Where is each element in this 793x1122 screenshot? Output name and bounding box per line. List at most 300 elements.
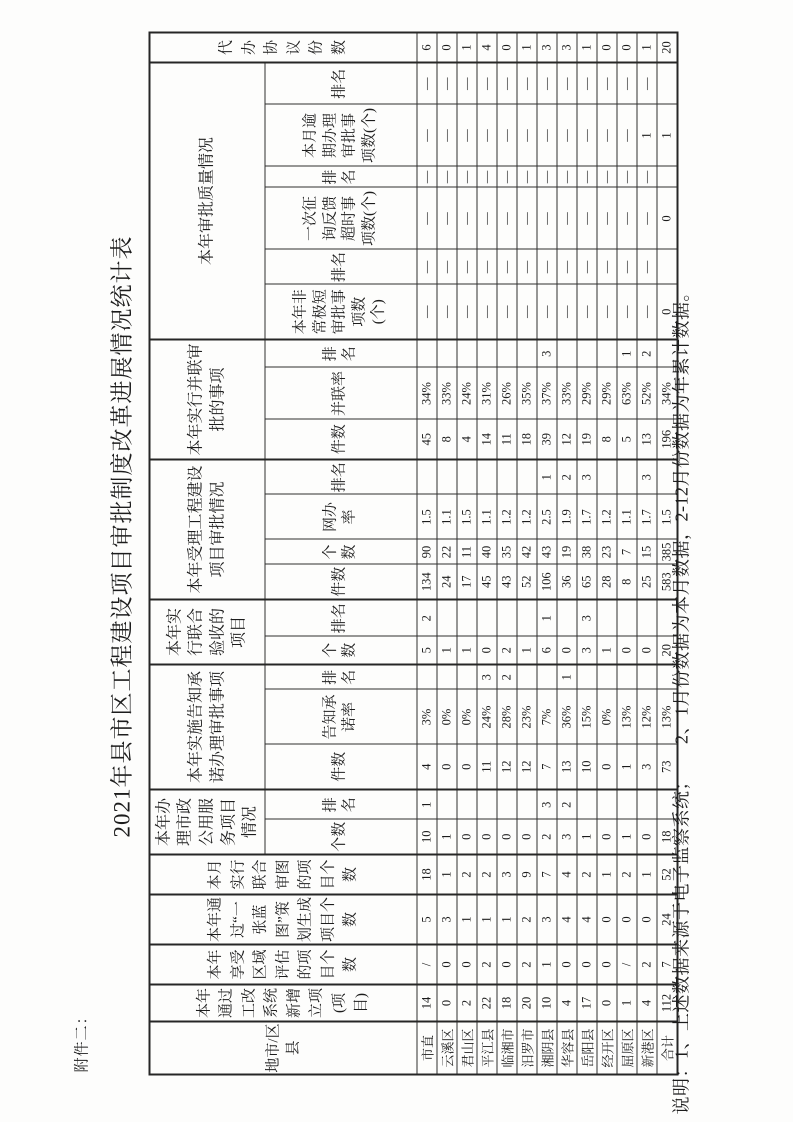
data-cell: — (456, 284, 476, 339)
data-cell: 1.7 (576, 494, 596, 539)
col-header: 本年享受区域评估的项目个数 (149, 944, 416, 984)
data-cell: — (596, 187, 616, 249)
data-cell: 2 (416, 599, 436, 636)
col-header: 本年通过工改系统新增立项(项目) (149, 984, 416, 1021)
data-cell: 22 (476, 984, 496, 1021)
data-cell: 0% (596, 689, 616, 744)
data-cell: 73 (656, 744, 677, 789)
data-cell: 90 (416, 539, 436, 564)
data-cell: — (616, 187, 636, 249)
data-cell: 8 (436, 419, 456, 459)
row-header: 屈原区 (616, 1021, 636, 1074)
data-cell: — (436, 187, 456, 249)
data-cell: 40 (476, 539, 496, 564)
data-cell: 0 (496, 819, 516, 854)
note-text: 说明：1、上述数据来源于电子监察系统； 2、1月份数据为本月数据，2-12月份数据为年累计数据。 (671, 282, 691, 1114)
data-cell: 0 (576, 944, 596, 984)
data-cell: — (516, 249, 536, 284)
data-cell (456, 789, 476, 819)
col-group-header: 本年办理市政公用服务项目情况 (149, 789, 264, 854)
data-cell: 34% (656, 367, 677, 419)
col-sub-header: 并联率 (264, 367, 416, 419)
data-cell: 1 (636, 854, 656, 894)
data-cell: 1.2 (596, 494, 616, 539)
data-cell (656, 249, 677, 284)
row-header: 临湘市 (496, 1021, 516, 1074)
data-cell (616, 599, 636, 636)
data-cell: — (496, 187, 516, 249)
col-sub-header: 件数 (264, 564, 416, 599)
data-cell: 1 (476, 894, 496, 944)
col-sub-header: 排名 (264, 339, 416, 367)
data-cell: 0 (656, 284, 677, 339)
data-cell: — (516, 284, 536, 339)
data-cell: 63% (616, 367, 636, 419)
data-cell: — (456, 166, 476, 187)
data-cell: 24 (436, 564, 456, 599)
data-cell: 2 (556, 789, 576, 819)
data-cell (636, 664, 656, 689)
data-cell (416, 339, 436, 367)
data-cell: 0 (596, 984, 616, 1021)
data-cell: 52 (516, 564, 536, 599)
data-cell: 1 (576, 32, 596, 62)
data-cell: — (496, 62, 516, 104)
data-cell: 15% (576, 689, 596, 744)
data-cell: 1 (436, 854, 456, 894)
table-row (516, 32, 536, 1074)
corner-header: 地市/区县 (149, 1021, 416, 1074)
col-group-header: 本年受理工程建设项目审批情况 (149, 459, 264, 599)
data-cell: — (516, 62, 536, 104)
data-cell: 0 (456, 944, 476, 984)
col-sub-header: 排名 (264, 664, 416, 689)
data-cell: 18 (496, 984, 516, 1021)
data-cell: 2 (556, 459, 576, 494)
row-header: 君山区 (456, 1021, 476, 1074)
data-cell: 20 (516, 984, 536, 1021)
data-cell: 1.2 (496, 494, 516, 539)
data-cell: — (416, 166, 436, 187)
data-cell: 8 (596, 419, 616, 459)
data-cell: — (576, 62, 596, 104)
table-row (496, 32, 516, 1074)
col-group-header: 本年实行并联审批的事项 (149, 339, 264, 459)
col-sub-header: 件数 (264, 419, 416, 459)
data-cell: — (536, 249, 556, 284)
data-cell: 22 (436, 539, 456, 564)
data-cell: — (536, 166, 556, 187)
data-cell: 0 (476, 819, 496, 854)
data-cell: 0 (436, 744, 456, 789)
table-row (456, 32, 476, 1074)
data-cell: — (576, 166, 596, 187)
data-cell: 17 (576, 984, 596, 1021)
data-cell: 0 (516, 819, 536, 854)
data-cell: 0 (656, 187, 677, 249)
data-cell: — (636, 187, 656, 249)
col-header: 本年通过“一张蓝图”策划生成项目个数 (149, 894, 416, 944)
data-cell: 1 (536, 944, 556, 984)
data-cell: 38 (576, 539, 596, 564)
data-cell (576, 664, 596, 689)
data-cell: 1 (416, 789, 436, 819)
data-cell: 4 (556, 894, 576, 944)
data-cell: — (416, 284, 436, 339)
data-cell: 14 (416, 984, 436, 1021)
data-cell: — (616, 104, 636, 166)
data-cell: 0 (616, 32, 636, 62)
data-cell (636, 599, 656, 636)
data-cell: 1 (616, 339, 636, 367)
data-cell: 37% (536, 367, 556, 419)
table-row (596, 32, 616, 1074)
data-cell: — (516, 104, 536, 166)
table-row (616, 32, 636, 1074)
table-row (416, 32, 436, 1074)
data-cell: 2 (496, 664, 516, 689)
data-cell: 2 (516, 894, 536, 944)
col-group-header: 本年实施告知承诺办理审批事项 (149, 664, 264, 789)
data-cell: — (636, 62, 656, 104)
data-cell: 36 (556, 564, 576, 599)
data-cell: 0 (596, 944, 616, 984)
row-header: 平江县 (476, 1021, 496, 1074)
data-cell (576, 339, 596, 367)
data-cell: — (556, 104, 576, 166)
data-cell: 1 (596, 854, 616, 894)
data-cell: 3 (536, 894, 556, 944)
data-cell: — (416, 62, 436, 104)
data-cell (556, 339, 576, 367)
data-cell: — (496, 104, 516, 166)
data-cell: — (576, 187, 596, 249)
data-cell: 52 (656, 854, 677, 894)
data-cell (636, 789, 656, 819)
data-cell (476, 339, 496, 367)
row-header: 合计 (656, 1021, 677, 1074)
table-row (476, 32, 496, 1074)
data-cell (616, 459, 636, 494)
data-cell (476, 459, 496, 494)
data-cell: 1 (436, 819, 456, 854)
data-cell: 0 (456, 819, 476, 854)
data-cell: 1 (456, 894, 476, 944)
col-sub-header: 告知承诺率 (264, 689, 416, 744)
data-cell: 29% (596, 367, 616, 419)
data-cell: 26% (496, 367, 516, 419)
col-sub-header: 排名 (264, 789, 416, 819)
data-cell: 6 (416, 32, 436, 62)
data-cell: — (516, 187, 536, 249)
data-cell: 11 (456, 539, 476, 564)
data-cell: 35 (496, 539, 516, 564)
data-cell: — (576, 284, 596, 339)
table-row (556, 32, 576, 1074)
data-cell: 7 (616, 539, 636, 564)
data-cell: 106 (536, 564, 556, 599)
data-cell: 36% (556, 689, 576, 744)
data-cell: 3 (536, 339, 556, 367)
data-cell: — (496, 166, 516, 187)
data-cell: 385 (656, 539, 677, 564)
data-cell: 1.2 (516, 494, 536, 539)
data-cell: — (536, 104, 556, 166)
data-cell (656, 62, 677, 104)
data-cell (496, 339, 516, 367)
data-cell: — (476, 62, 496, 104)
data-cell: 1 (616, 984, 636, 1021)
data-cell: 19 (576, 419, 596, 459)
data-cell: 1 (596, 636, 616, 664)
col-group-header: 本年审批质量情况 (149, 62, 264, 339)
data-cell: 12 (496, 744, 516, 789)
data-cell: 24 (656, 894, 677, 944)
data-cell: 7 (536, 744, 556, 789)
data-cell: — (616, 62, 636, 104)
row-header: 市直 (416, 1021, 436, 1074)
data-cell: 1 (536, 599, 556, 636)
data-cell (496, 789, 516, 819)
data-cell: 18 (516, 419, 536, 459)
data-cell: 23 (596, 539, 616, 564)
data-cell: 13% (656, 689, 677, 744)
data-cell: 1 (536, 459, 556, 494)
data-cell: 7 (536, 854, 556, 894)
data-cell: 4 (556, 984, 576, 1021)
data-cell: 0 (436, 32, 456, 62)
data-cell: 20 (656, 636, 677, 664)
data-cell: — (476, 166, 496, 187)
attachment-label: 附件二： (74, 1007, 90, 1072)
data-cell: — (636, 249, 656, 284)
data-cell: — (636, 166, 656, 187)
data-cell: — (436, 249, 456, 284)
data-cell (616, 789, 636, 819)
data-cell: — (576, 104, 596, 166)
data-cell: — (416, 187, 436, 249)
data-cell (436, 789, 456, 819)
data-cell: 3 (636, 744, 656, 789)
data-cell: 1 (576, 819, 596, 854)
data-cell: 2 (476, 944, 496, 984)
data-cell: 13 (556, 744, 576, 789)
col-sub-header: 排名 (264, 62, 416, 104)
data-cell: — (516, 166, 536, 187)
data-cell: 0% (456, 689, 476, 744)
col-sub-header: 排名 (264, 249, 416, 284)
data-cell: 11 (476, 744, 496, 789)
col-sub-header: 个数 (264, 636, 416, 664)
table-row (436, 32, 456, 1074)
data-cell: 10 (536, 984, 556, 1021)
data-cell (496, 459, 516, 494)
data-cell: 3 (536, 32, 556, 62)
data-cell: — (616, 166, 636, 187)
data-cell: 1.5 (416, 494, 436, 539)
data-cell: 11 (496, 419, 516, 459)
data-cell: 33% (556, 367, 576, 419)
data-cell: 31% (476, 367, 496, 419)
data-cell: 3 (636, 459, 656, 494)
data-cell: 0 (596, 819, 616, 854)
data-cell: — (456, 104, 476, 166)
data-cell: 1.7 (636, 494, 656, 539)
data-cell (436, 459, 456, 494)
data-cell (596, 789, 616, 819)
data-cell (516, 599, 536, 636)
data-cell: 1 (516, 32, 536, 62)
row-header: 湘阴县 (536, 1021, 556, 1074)
data-cell: 1 (496, 894, 516, 944)
page-title: 2021年县市区工程建设项目审批制度改革进展情况统计表 (109, 235, 134, 837)
data-cell: — (596, 284, 616, 339)
data-cell: — (536, 284, 556, 339)
data-cell: / (616, 944, 636, 984)
data-cell: 18 (656, 819, 677, 854)
data-cell: 0 (556, 944, 576, 984)
data-cell: 2 (536, 819, 556, 854)
data-cell: 34% (416, 367, 436, 419)
data-cell: 1 (616, 744, 636, 789)
data-cell (476, 789, 496, 819)
data-cell: 1 (656, 104, 677, 166)
data-cell: 0 (596, 894, 616, 944)
data-cell (596, 339, 616, 367)
row-header: 新港区 (636, 1021, 656, 1074)
data-cell: 39 (536, 419, 556, 459)
data-cell: 5 (416, 894, 436, 944)
data-cell (436, 599, 456, 636)
data-cell: — (636, 284, 656, 339)
table-row (636, 32, 656, 1074)
data-cell: 0 (596, 32, 616, 62)
data-cell: 4 (476, 32, 496, 62)
data-cell: 12 (516, 744, 536, 789)
data-cell: 42 (516, 539, 536, 564)
data-cell: 1.5 (656, 494, 677, 539)
col-sub-header: 一次征询反馈超时事项数(个) (264, 187, 416, 249)
data-cell: — (436, 62, 456, 104)
data-cell (596, 664, 616, 689)
data-cell (616, 664, 636, 689)
data-cell: 2 (496, 636, 516, 664)
data-cell: 45 (476, 564, 496, 599)
data-cell: 29% (576, 367, 596, 419)
data-cell (436, 339, 456, 367)
data-cell: 2 (456, 984, 476, 1021)
data-cell: 1.1 (616, 494, 636, 539)
data-cell: 1.1 (476, 494, 496, 539)
data-cell (556, 599, 576, 636)
data-cell: 1.1 (436, 494, 456, 539)
data-cell: 1 (556, 664, 576, 689)
data-cell: 2 (456, 854, 476, 894)
data-cell: 9 (516, 854, 536, 894)
data-cell (456, 599, 476, 636)
data-cell (416, 459, 436, 494)
row-header: 经开区 (596, 1021, 616, 1074)
data-cell: 3 (476, 664, 496, 689)
data-cell: 0 (436, 984, 456, 1021)
data-cell: 45 (416, 419, 436, 459)
data-cell (596, 459, 616, 494)
data-cell: 43 (496, 564, 516, 599)
col-sub-header: 排名 (264, 599, 416, 636)
data-cell: 134 (416, 564, 436, 599)
data-cell: 13 (636, 419, 656, 459)
data-cell: 65 (576, 564, 596, 599)
data-cell: 0 (616, 894, 636, 944)
data-cell: 0 (456, 744, 476, 789)
data-cell (496, 599, 516, 636)
data-cell: 0 (476, 636, 496, 664)
data-cell: 1 (436, 636, 456, 664)
data-cell: 112 (656, 984, 677, 1021)
data-cell (536, 664, 556, 689)
data-cell: 4 (416, 744, 436, 789)
data-cell: — (596, 249, 616, 284)
data-cell: 196 (656, 419, 677, 459)
data-cell: 2 (476, 854, 496, 894)
data-cell: — (596, 166, 616, 187)
row-header: 汨罗市 (516, 1021, 536, 1074)
data-cell: 1 (636, 32, 656, 62)
data-cell: 4 (636, 984, 656, 1021)
data-cell: 19 (556, 539, 576, 564)
data-cell: — (556, 284, 576, 339)
data-cell: 2 (616, 854, 636, 894)
data-cell (516, 664, 536, 689)
data-cell: 0% (436, 689, 456, 744)
data-cell: 43 (536, 539, 556, 564)
col-sub-header: 本月逾期办理审批事项数(个) (264, 104, 416, 166)
data-cell: 2 (636, 339, 656, 367)
data-cell: — (416, 104, 436, 166)
data-cell (436, 664, 456, 689)
data-cell: 3 (576, 459, 596, 494)
data-cell: — (476, 249, 496, 284)
data-cell: 8 (616, 564, 636, 599)
data-cell: 3 (576, 636, 596, 664)
row-header: 华容县 (556, 1021, 576, 1074)
data-cell: 12% (636, 689, 656, 744)
data-cell: 5 (416, 636, 436, 664)
data-cell: — (456, 249, 476, 284)
data-cell: — (436, 284, 456, 339)
data-cell: 0 (596, 744, 616, 789)
data-cell: 0 (636, 894, 656, 944)
data-cell: 0 (636, 636, 656, 664)
data-cell: — (556, 187, 576, 249)
col-sub-header: 件数 (264, 744, 416, 789)
data-cell: 583 (656, 564, 677, 599)
col-sub-header: 个数 (264, 819, 416, 854)
data-cell: 24% (476, 689, 496, 744)
col-group-header: 本年实行联合验收的项目 (149, 599, 264, 664)
data-cell: 6 (536, 636, 556, 664)
data-cell (456, 339, 476, 367)
data-cell: — (476, 104, 496, 166)
data-cell: 28 (596, 564, 616, 599)
col-header: 代办协议份数 (149, 32, 416, 62)
data-cell: 0 (496, 944, 516, 984)
data-cell: 1.5 (456, 494, 476, 539)
data-cell: 1 (456, 32, 476, 62)
data-cell: 0 (556, 636, 576, 664)
data-cell: 13% (616, 689, 636, 744)
data-cell: 18 (416, 854, 436, 894)
